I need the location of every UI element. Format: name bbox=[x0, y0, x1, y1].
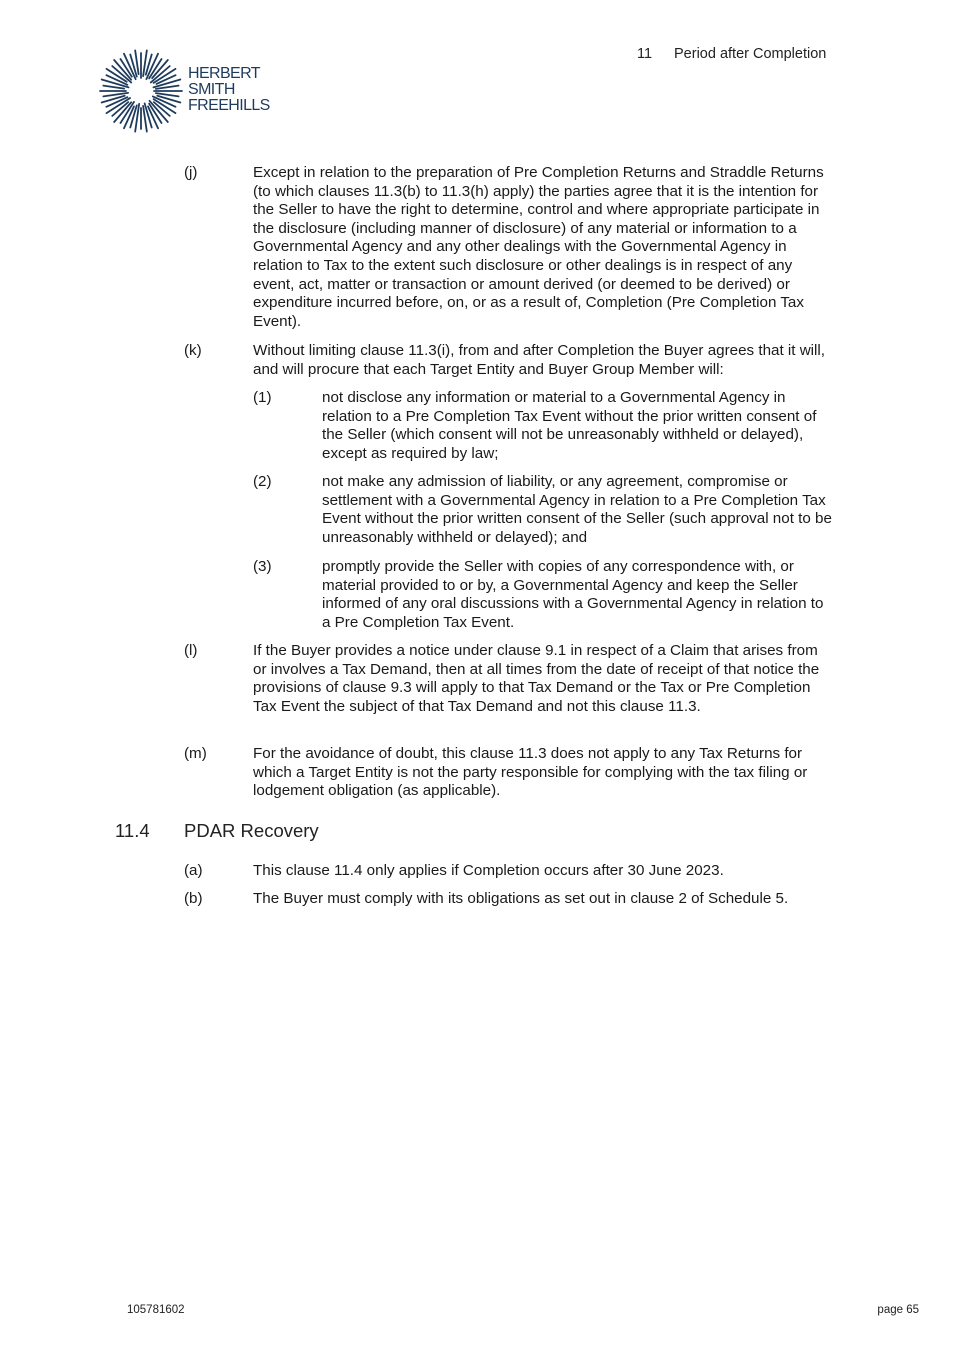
sunburst-logo-icon bbox=[96, 46, 186, 136]
clause-text: Without limiting clause 11.3(i), from and after Completion the Buyer agrees that it will, and will procure that each Target Entity and Buyer Group Member will: bbox=[253, 342, 826, 378]
firm-logo bbox=[96, 46, 276, 136]
clause-k bbox=[184, 342, 829, 379]
subclause-text: not disclose any information or material to a Governmental Agency in relation to a Pre Completion Tax Event without the prior written consent of the Seller (which consent will not be unreasonably withheld or delayed), except as required by law; bbox=[322, 389, 817, 462]
section-title: PDAR Recovery bbox=[184, 820, 319, 841]
clause-label: (k) bbox=[184, 342, 202, 359]
clause-b bbox=[184, 890, 829, 909]
page-number: page 65 bbox=[877, 1304, 919, 1316]
subclause-text: promptly provide the Seller with copies of any correspondence with, or material provided to or by, a Governmental Agency and keep the Seller informed of any oral discussions with a Governmental Agency in relation to a Pre Completion Tax Event. bbox=[322, 558, 824, 631]
clause-text: The Buyer must comply with its obligations as set out in clause 2 of Schedule 5. bbox=[253, 890, 789, 907]
clause-label: (l) bbox=[184, 642, 198, 659]
subclause-1 bbox=[253, 389, 833, 463]
logo-line-1: HERBERT bbox=[188, 65, 260, 82]
logo-line-3: FREEHILLS bbox=[188, 97, 270, 114]
running-header bbox=[637, 46, 826, 62]
clause-label: (b) bbox=[184, 890, 203, 907]
clause-j bbox=[184, 164, 829, 331]
logo-line-2: SMITH bbox=[188, 81, 235, 98]
header-section-title: Period after Completion bbox=[674, 46, 827, 62]
clause-a bbox=[184, 862, 829, 881]
subclause-label: (3) bbox=[253, 558, 272, 575]
clause-text: If the Buyer provides a notice under clause 9.1 in respect of a Claim that arises from or involves a Tax Demand, then at all times from the date of receipt of that notice the provisions of clause 9.3 will apply to that Tax Demand or the Tax or Pre Completion Tax Event the subject of that Tax Demand and not this clause 11.3. bbox=[253, 642, 820, 715]
header-section-number: 11 bbox=[637, 46, 653, 62]
clause-text: Except in relation to the preparation of Pre Completion Returns and Straddle Returns (to which clauses 11.3(b) to 11.3(h) apply) the parties agree that it is the intention for the Seller to have the right to determine, control and where appropriate participate in the disclosure (including manner of disclosure) of any material or information to a Governmental Agency and any other dealings with the Governmental Agency in relation to Tax to the extent such disclosure or other dealings is in respect of any event, act, matter or transaction or amount derived (or deemed to be derived) or expenditure incurred before, on, or as a result of, Completion (Pre Completion Tax Event). bbox=[253, 164, 824, 330]
subclause-2 bbox=[253, 473, 833, 547]
clause-label: (m) bbox=[184, 745, 207, 762]
clause-m bbox=[184, 745, 829, 801]
section-heading bbox=[115, 820, 319, 842]
section-number: 11.4 bbox=[115, 820, 150, 841]
clause-l bbox=[184, 642, 829, 716]
subclause-label: (1) bbox=[253, 389, 272, 406]
subclause-label: (2) bbox=[253, 473, 272, 490]
clause-label: (a) bbox=[184, 862, 203, 879]
clause-label: (j) bbox=[184, 164, 198, 181]
clause-text: For the avoidance of doubt, this clause 11.3 does not apply to any Tax Returns for which a Target Entity is not the party responsible for complying with the tax filing or lodgement obligation (as applicable). bbox=[253, 745, 808, 800]
logo-wordmark bbox=[188, 66, 270, 114]
clause-text: This clause 11.4 only applies if Completion occurs after 30 June 2023. bbox=[253, 862, 724, 879]
subclause-3 bbox=[253, 558, 833, 632]
document-number: 105781602 bbox=[127, 1304, 185, 1316]
subclause-text: not make any admission of liability, or any agreement, compromise or settlement with a Governmental Agency in relation to a Pre Completion Tax Event without the prior written consent of the Seller (such approval not to be unreasonably withheld or delayed); and bbox=[322, 473, 832, 546]
